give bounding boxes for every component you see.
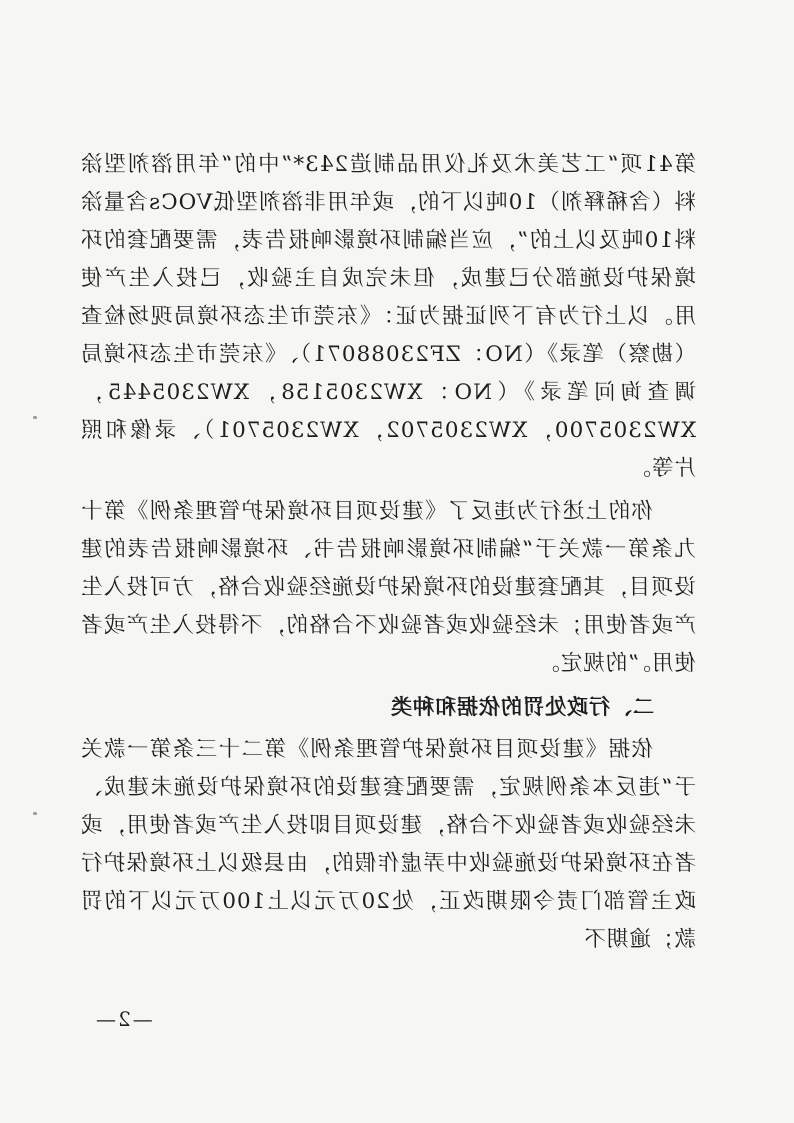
paragraph-penalty-basis: 依据《建设项目环境保护管理条例》第二十三条第一款关于“违反本条例规定，需要配套建设的环境保护设施未建成、未经验收或者验收不合格，建设项目即投入生产或者使用，或者在环境保护设施验收中弄虚作假的，由县级以上环境保护行政主管部门责令限期改正，处20万元以上100万元以下的罚款；逾期不 <box>80 737 696 952</box>
scan-speck <box>33 416 37 419</box>
scan-speck <box>33 812 37 815</box>
section-heading: 二、行政处罚的依据和种类 <box>390 695 654 719</box>
paragraph-violation-facts: 第41项“工艺美术及礼仪用品制造243*”中的“年用溶剂型涂料（含稀释剂）10吨以下的，或年用非溶剂型低VOCs含量涂料10吨及以上的”，应当编制环境影响报告表，需要配套的环境保护设施部分已建成，但未完成自主验收，已投入生产使用。以上行为有下列证据为证：《东莞市生态环境局现场检查（勘察）笔录》（NO：ZF23088071）、《东莞市生态环境局调查询问笔录》（NO：XW2305158，XW2305445，XW2305700，XW2305702，XW2305701）、录像和照片等。 <box>80 152 696 481</box>
document-body <box>80 146 696 964</box>
page-number: —2— <box>94 1007 153 1031</box>
paragraph-violated-regulation: 你的上述行为违反了《建设项目环境保护管理条例》第十九条第一款关于“编制环境影响报告书、环境影响报告表的建设项目，其配套建设的环境保护设施经验收合格，方可投入生产或者使用；未经验收或者验收不合格的，不得投入生产或者使用。”的规定。 <box>80 499 696 676</box>
